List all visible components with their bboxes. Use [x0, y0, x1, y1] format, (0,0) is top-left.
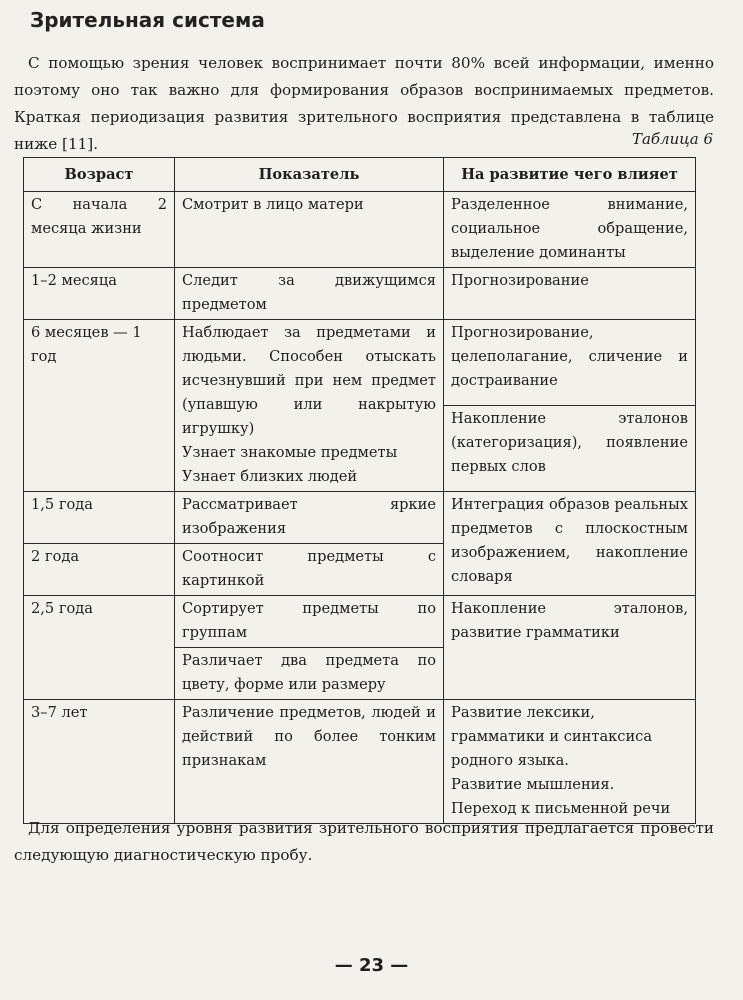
table-row	[24, 320, 696, 406]
influence-line: Развитие мышления.	[451, 776, 615, 793]
table-row	[24, 596, 696, 648]
table-row	[24, 700, 696, 824]
cell-indicator: Различение предметов, людей и действий по более тонким признакам	[175, 700, 444, 824]
cell-age: 3–7 лет	[24, 700, 175, 824]
indicator-line: Узнает знакомые предметы	[182, 444, 398, 461]
cell-influence: Прогнозирование, целеполагание, сличение и достраивание	[444, 320, 696, 406]
cell-indicator: Смотрит в лицо матери	[175, 192, 444, 268]
table-header-row	[24, 158, 696, 192]
cell-indicator: Соотносит предметы с картинкой	[175, 544, 444, 596]
cell-indicator	[175, 320, 444, 492]
cell-influence: Прогнозирование	[444, 268, 696, 320]
cell-influence: Накопление эталонов, развитие грамматики	[444, 596, 696, 700]
cell-age: 2,5 года	[24, 596, 175, 700]
cell-influence: Интеграция образов реальных предметов с плоскостным изображением, накопление словаря	[444, 492, 696, 596]
header-indicator: Показатель	[175, 158, 444, 192]
intro-paragraph: С помощью зрения человек воспринимает почти 80% всей информации, именно поэтому оно так важно для формирования образов воспринимаемых предметов. Краткая периодизация развития зрительного восприятия представлена в таблице ниже [11].	[14, 54, 714, 153]
cell-indicator: Различает два предмета по цвету, форме или размеру	[175, 648, 444, 700]
header-influence: На развитие чего влияет	[444, 158, 696, 192]
cell-indicator: Сортирует предметы по группам	[175, 596, 444, 648]
table-row	[24, 192, 696, 268]
visual-development-table	[23, 157, 696, 824]
influence-line: Переход к письменной речи	[451, 800, 671, 817]
cell-age: 2 года	[24, 544, 175, 596]
indicator-line: Узнает близких людей	[182, 468, 358, 485]
indicator-line: Наблюдает за предметами и людьми. Способен отыскать исчезнувший при нем предмет (упавшую или накрытую игрушку)	[182, 324, 436, 437]
table-row	[24, 268, 696, 320]
cell-age: С начала 2 месяца жизни	[24, 192, 175, 268]
cell-age: 6 месяцев — 1 год	[24, 320, 175, 492]
outro-paragraph: Для определения уровня развития зрительного восприятия предлагается провести следующую диагностическую пробу.	[14, 819, 714, 864]
header-age: Возраст	[24, 158, 175, 192]
table-row	[24, 492, 696, 544]
cell-influence: Накопление эталонов (категоризация), появление первых слов	[444, 406, 696, 492]
influence-line: Развитие лексики, грамматики и синтаксиса родного языка.	[451, 704, 653, 769]
cell-indicator: Следит за движущимся предметом	[175, 268, 444, 320]
cell-age: 1–2 месяца	[24, 268, 175, 320]
page-number: — 23 —	[334, 955, 409, 976]
cell-influence: Разделенное внимание, социальное обращение, выделение доминанты	[444, 192, 696, 268]
cell-influence	[444, 700, 696, 824]
section-heading: Зрительная система	[30, 8, 265, 32]
table-caption: Таблица 6	[631, 130, 713, 148]
cell-indicator: Рассматривает яркие изображения	[175, 492, 444, 544]
cell-age: 1,5 года	[24, 492, 175, 544]
